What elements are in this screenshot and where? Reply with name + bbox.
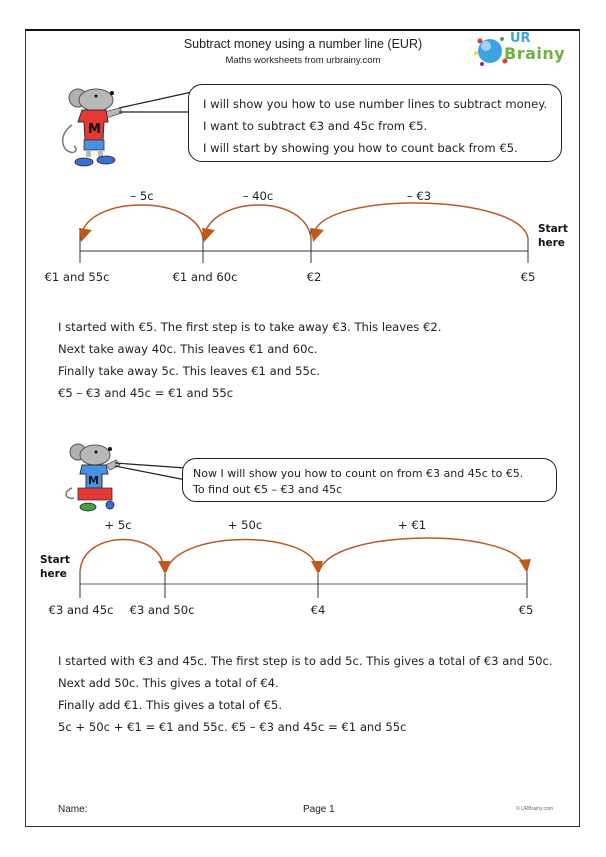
number-line-2 <box>80 538 531 598</box>
bubble1-line: I will start by showing you how to count back from €5. <box>203 141 518 155</box>
number-line-point: €4 <box>310 603 326 617</box>
start-label-line: here <box>538 237 565 249</box>
page-subtitle: Maths worksheets from urbrainy.com <box>225 55 381 66</box>
logo-text-brainy: Brainy <box>504 44 566 63</box>
bubble2-line: Now I will show you how to count on from €3 and 45c to €5. <box>193 467 524 480</box>
number-line-point: €3 and 45c <box>48 603 114 617</box>
number-line-1 <box>79 203 528 263</box>
svg-text:M: M <box>88 474 99 487</box>
speech-bubble-1 <box>188 84 562 162</box>
start-label-line: Start <box>538 223 568 235</box>
bubble2-line: To find out €5 – €3 and 45c <box>193 483 343 496</box>
bubble1-line: I want to subtract €3 and 45c from €5. <box>203 119 428 133</box>
jump-label: – 5c <box>130 189 154 203</box>
start-label-line: here <box>40 568 67 580</box>
svg-text:M: M <box>88 122 101 137</box>
jump-label: – 40c <box>242 189 274 203</box>
explanation-line: Next add 50c. This gives a total of €4. <box>58 676 279 690</box>
start-label-line: Start <box>40 554 70 566</box>
name-label: Name: <box>58 804 88 815</box>
number-line-point: €1 and 60c <box>172 270 238 284</box>
jump-label: – €3 <box>406 189 432 203</box>
page-number: Page 1 <box>303 804 335 815</box>
jump-label: + 50c <box>227 518 263 532</box>
explanation-line: €5 – €3 and 45c = €1 and 55c <box>58 386 234 400</box>
page-title: Subtract money using a number line (EUR) <box>183 37 423 51</box>
number-line-point: €1 and 55c <box>44 270 110 284</box>
explanation-line: Next take away 40c. This leaves €1 and 60c. <box>58 342 318 356</box>
speech-bubble-2 <box>182 458 557 502</box>
explanation-line: I started with €5. The first step is to take away €3. This leaves €2. <box>58 320 442 334</box>
explanation-line: I started with €3 and 45c. The first step is to add 5c. This gives a total of €3 and 50c. <box>58 654 553 668</box>
mouse-character-standing <box>63 89 122 166</box>
explanation-line: Finally add €1. This gives a total of €5. <box>58 698 283 712</box>
bubble1-line: I will show you how to use number lines to subtract money. <box>203 97 548 111</box>
number-line-point: €5 <box>518 603 534 617</box>
explanation-line: Finally take away 5c. This leaves €1 and 55c. <box>58 364 320 378</box>
copyright: © URBrainy.com <box>516 806 553 812</box>
number-line-point: €3 and 50c <box>129 603 195 617</box>
jump-label: + €1 <box>397 518 427 532</box>
number-line-point: €5 <box>520 270 536 284</box>
number-line-point: €2 <box>306 270 322 284</box>
start-here-label <box>538 222 568 250</box>
explanation-line: 5c + 50c + €1 = €1 and 55c. €5 – €3 and 45c = €1 and 55c <box>58 720 407 734</box>
jump-label: + 5c <box>104 518 132 532</box>
logo-text-ur: UR <box>510 31 531 46</box>
start-here-label <box>40 553 70 581</box>
mouse-character-sitting <box>66 444 120 511</box>
